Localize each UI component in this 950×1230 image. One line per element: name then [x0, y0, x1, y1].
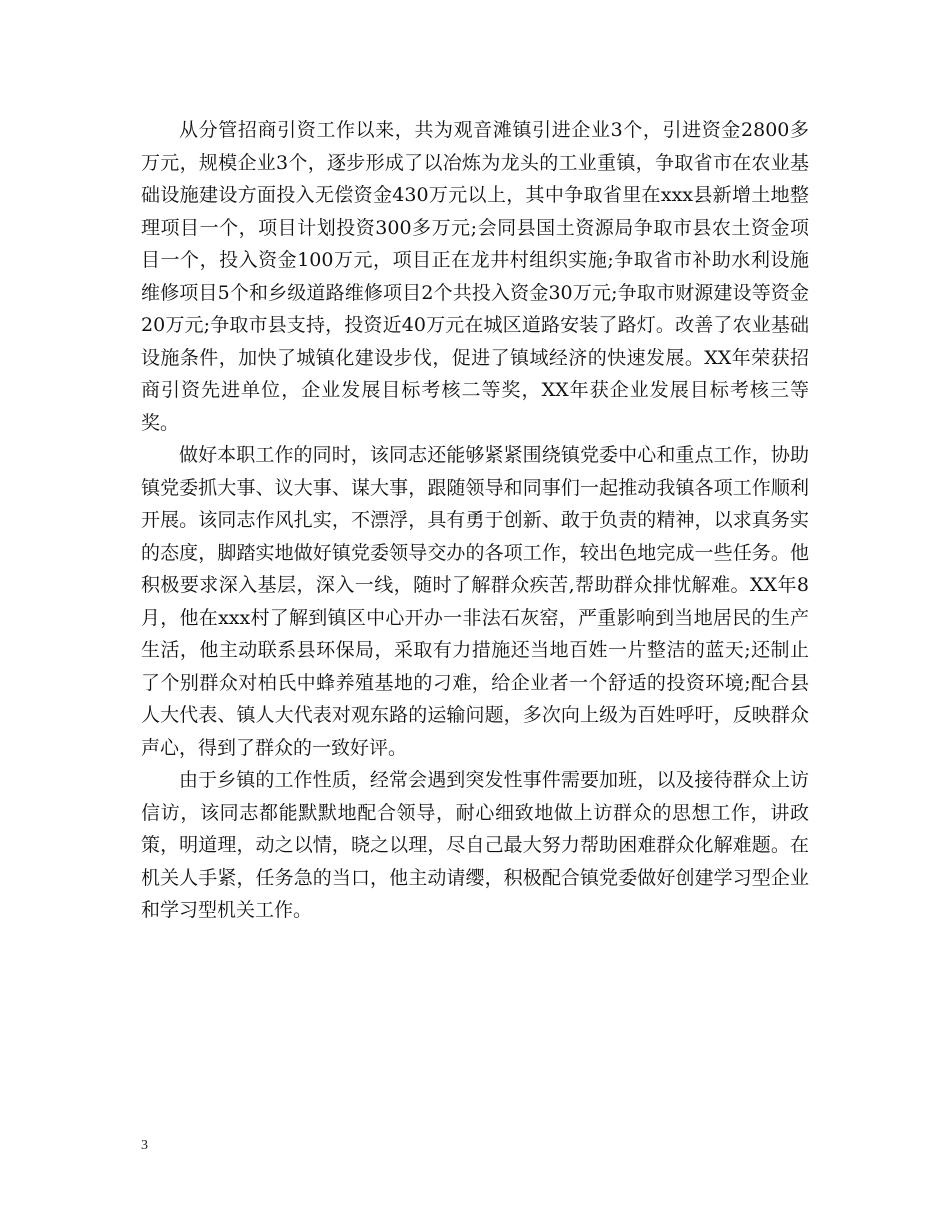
page-number: 3 — [141, 1138, 148, 1153]
paragraph-3: 由于乡镇的工作性质，经常会遇到突发性事件需要加班，以及接待群众上访信访，该同志都能默默地配合领导，耐心细致地做上访群众的思想工作，讲政策，明道理，动之以情，晓之以理，尽自己最大努力帮助困难群众化解难题。在机关人手紧，任务急的当口，他主动请缨，积极配合镇党委做好创建学习型企业和学习型机关工作。 — [141, 769, 809, 921]
paragraph-1: 从分管招商引资工作以来，共为观音滩镇引进企业3个，引进资金2800多万元，规模企业3个，逐步形成了以冶炼为龙头的工业重镇，争取省市在农业基础设施建设方面投入无偿资金430万元以上，其中争取省里在xxx县新增土地整理项目一个，项目计划投资300多万元;会同县国土资源局争取市县农土资金项目一个，投入资金100万元，项目正在龙井村组织实施;争取省市补助水利设施维修项目5个和乡级道路维修项目2个共投入资金30万元;争取市财源建设等资金20万元;争取市县支持，投资近40万元在城区道路安装了路灯。改善了农业基础设施条件，加快了城镇化建设步伐，促进了镇域经济的快速发展。XX年荣获招商引资先进单位，企业发展目标考核二等奖，XX年获企业发展目标考核三等奖。 — [141, 119, 809, 434]
paragraph-2: 做好本职工作的同时，该同志还能够紧紧围绕镇党委中心和重点工作，协助镇党委抓大事、议大事、谋大事，跟随领导和同事们一起推动我镇各项工作顺利开展。该同志作风扎实，不漂浮，具有勇于创新、敢于负责的精神，以求真务实的态度，脚踏实地做好镇党委领导交办的各项工作，较出色地完成一些任务。他积极要求深入基层，深入一线，随时了解群众疾苦,帮助群众排忧解难。XX年8月，他在xxx村了解到镇区中心开办一非法石灰窑，严重影响到当地居民的生产生活，他主动联系县环保局，采取有力措施还当地百姓一片整洁的蓝天;还制止了个别群众对柏氏中蜂养殖基地的刁难，给企业者一个舒适的投资环境;配合县人大代表、镇人大代表对观东路的运输问题，多次向上级为百姓呼吁，反映群众声心，得到了群众的一致好评。 — [141, 444, 809, 759]
document-body — [141, 114, 809, 927]
